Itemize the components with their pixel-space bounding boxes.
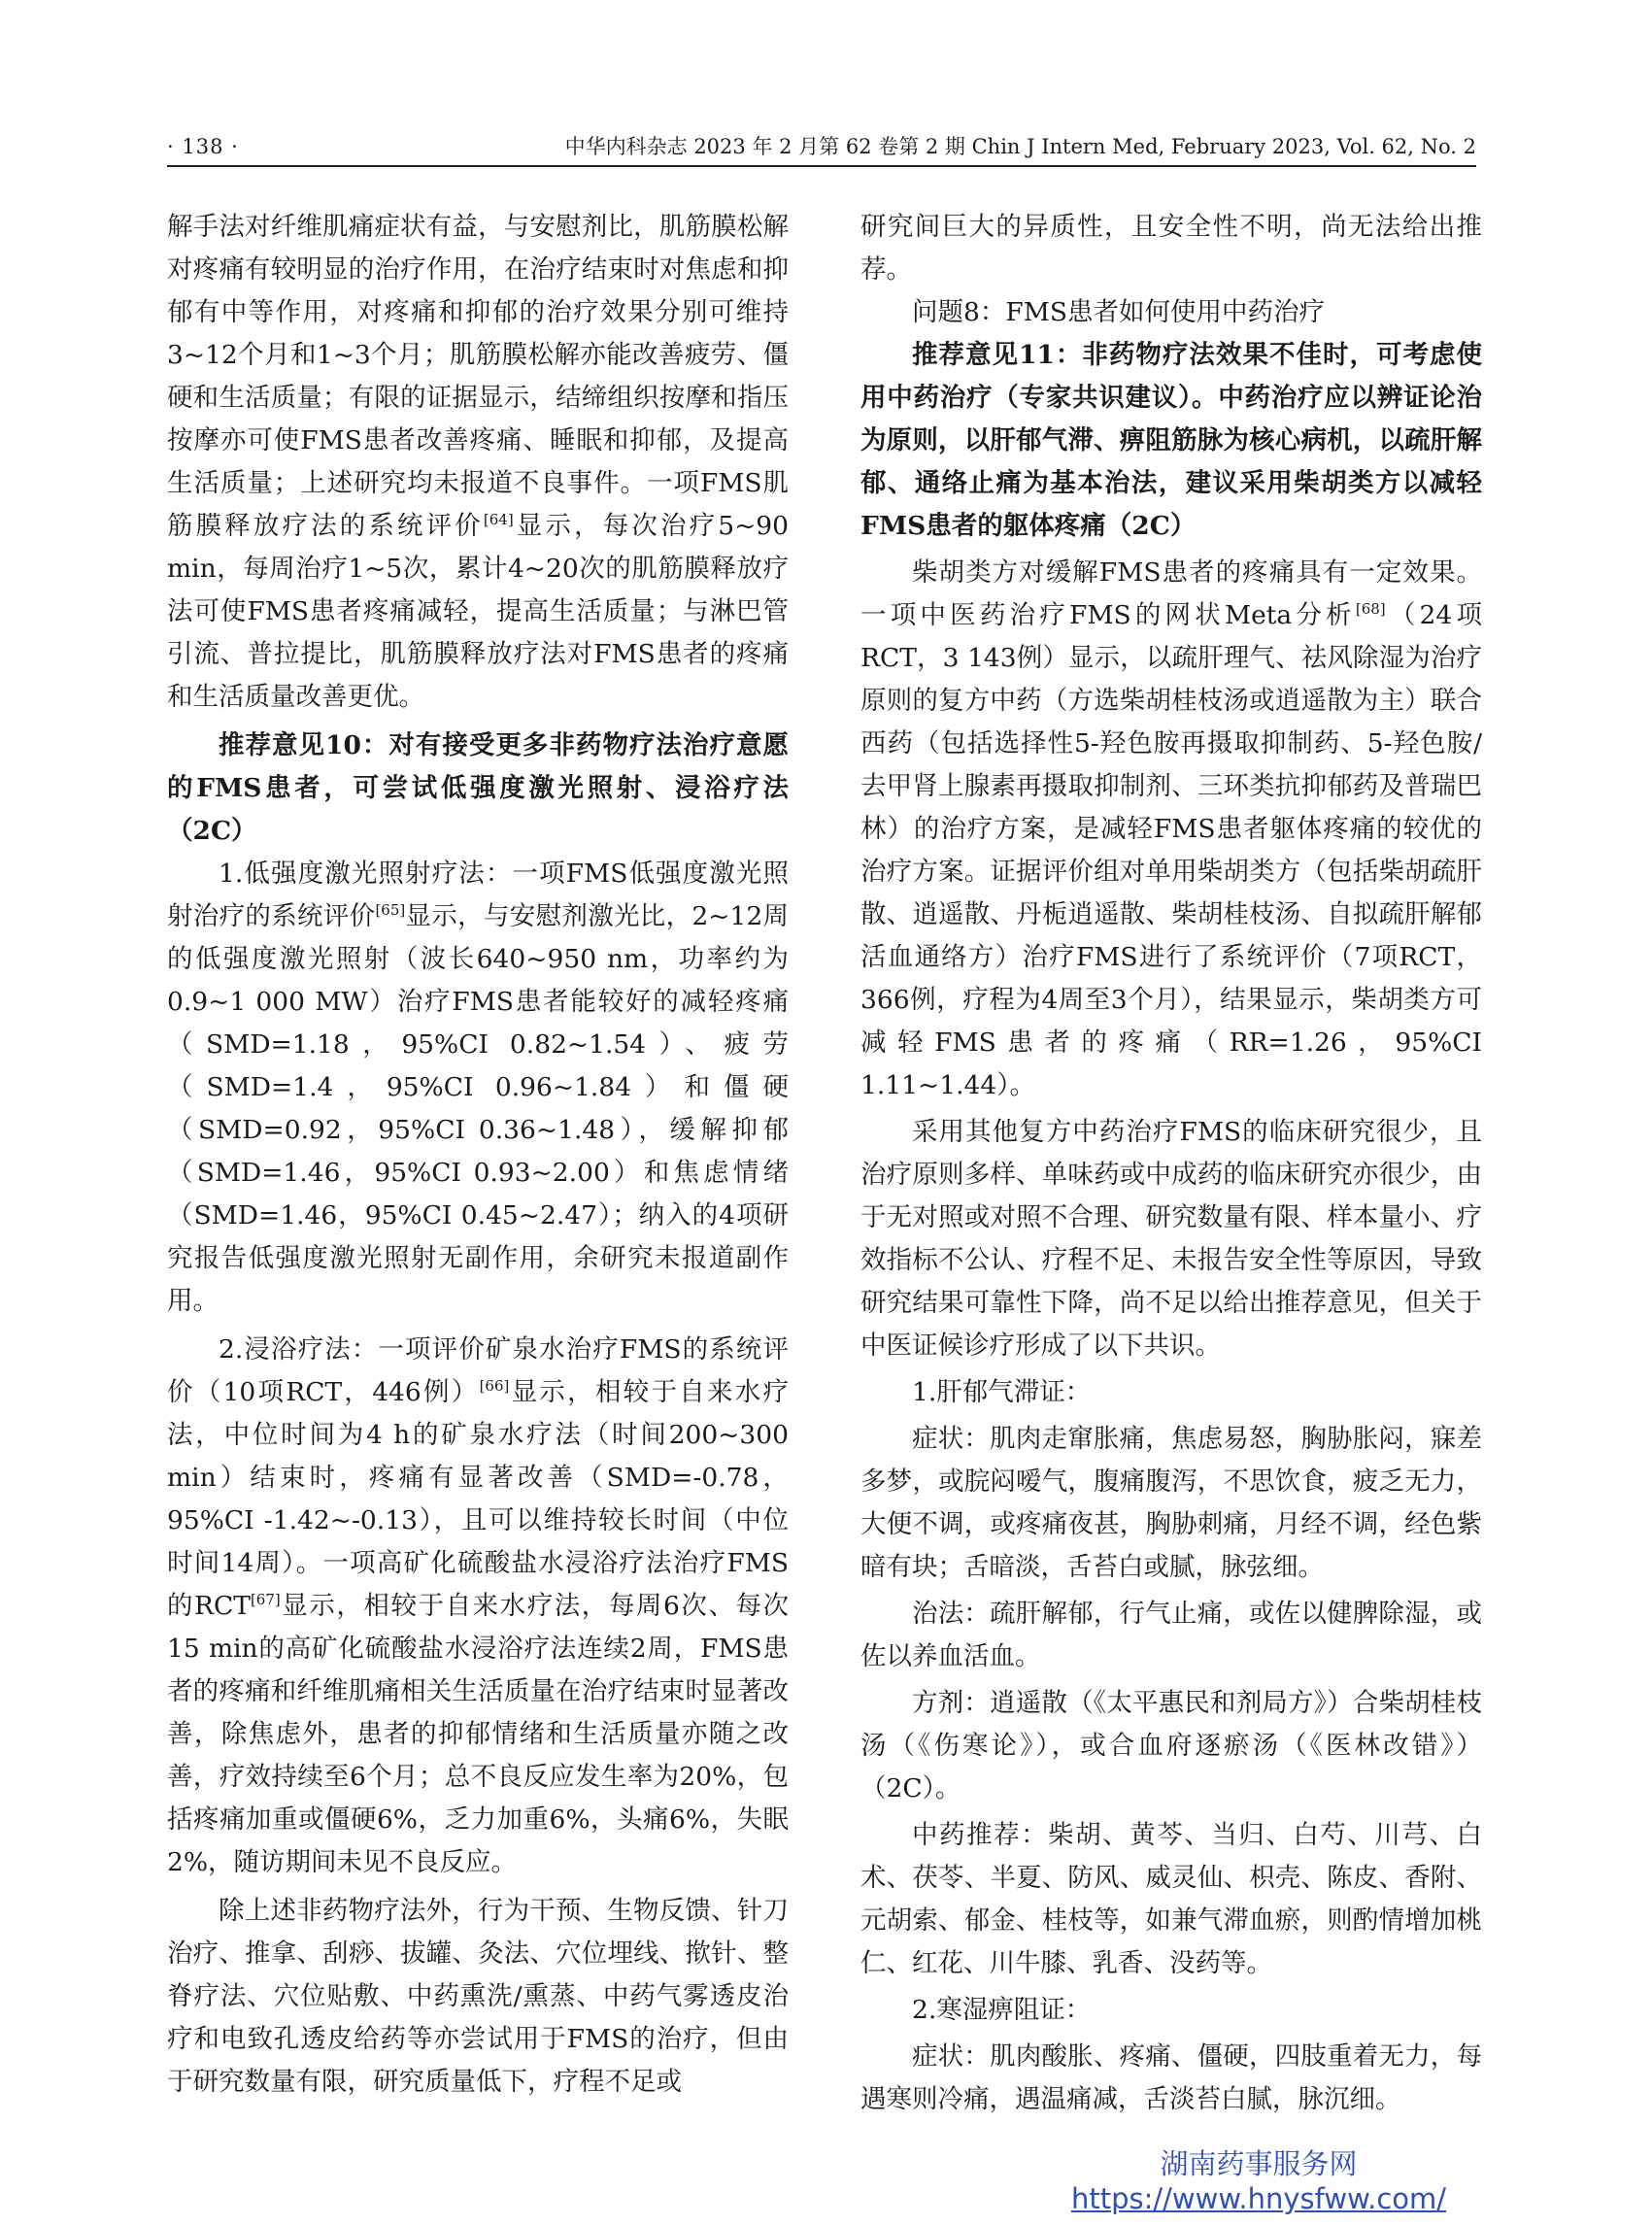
paragraph: 采用其他复方中药治疗FMS的临床研究很少，且治疗原则多样、单味药或中成药的临床研究亦很少，由于无对照或对照不合理、研究数量有限、样本量小、疗效指标不公认、疗程不足、未报告安全性等原因，导致研究结果可靠性下降，尚不足以给出推荐意见，但关于中医证候诊疗形成了以下共识。 bbox=[860, 1117, 1482, 1361]
reference-mark: [68] bbox=[1355, 600, 1386, 619]
running-header bbox=[167, 132, 1476, 167]
syndrome-heading: 1.肝郁气滞证： bbox=[912, 1377, 1092, 1407]
question-8-heading: 问题8：FMS患者如何使用中药治疗 bbox=[912, 297, 1326, 327]
syndrome-heading: 2.寒湿痹阻证： bbox=[912, 1995, 1092, 2025]
paragraph: 研究间巨大的异质性，且安全性不明，尚无法给出推荐。 bbox=[860, 212, 1482, 285]
recommendation-11: 推荐意见11：非药物疗法效果不佳时，可考虑使用中药治疗（专家共识建议）。中药治疗应以辨证论治为原则，以肝郁气滞、痹阻筋脉为核心病机，以疏肝解郁、通络止痛为基本治法，建议采用柴胡类方以减轻FMS患者的躯体疼痛（2C） bbox=[860, 340, 1482, 541]
paragraph: 除上述非药物疗法外，行为干预、生物反馈、针刀治疗、推拿、刮痧、拔罐、灸法、穴位埋线、揿针、整脊疗法、穴位贴敷、中药熏洗/熏蒸、中药气雾透皮治疗和电致孔透皮给药等亦尝试用于FMS的治疗，但由于研究数量有限，研究质量低下，疗程不足或 bbox=[167, 1896, 789, 2097]
left-column bbox=[167, 206, 789, 2104]
page-number: · 138 · bbox=[167, 135, 239, 158]
reference-mark: [64] bbox=[483, 511, 514, 529]
paragraph: 中药推荐：柴胡、黄芩、当归、白芍、川芎、白术、茯苓、半夏、防风、威灵仙、枳壳、陈皮、香附、元胡索、郁金、桂枝等，如兼气滞血瘀，则酌情增加桃仁、红花、川牛膝、乳香、没药等。 bbox=[860, 1820, 1482, 1978]
paragraph: 解手法对纤维肌痛症状有益，与安慰剂比，肌筋膜松解对疼痛有较明显的治疗作用，在治疗结束时对焦虑和抑郁有中等作用，对疼痛和抑郁的治疗效果分别可维持3~12个月和1~3个月；肌筋膜松解亦能改善疲劳、僵硬和生活质量；有限的证据显示，结缔组织按摩和指压按摩亦可使FMS患者改善疼痛、睡眠和抑郁，及提高生活质量；上述研究均未报道不良事件。一项FMS肌筋膜释放疗法的系统评价[64]显示，每次治疗5~90 min，每周治疗1~5次，累计4~20次的肌筋膜释放疗法可使FMS患者疼痛减轻，提高生活质量；与淋巴管引流、普拉提比，肌筋膜释放疗法对FMS患者的疼痛和生活质量改善更优。 bbox=[167, 212, 790, 712]
paragraph: 方剂：逍遥散（《太平惠民和剂局方》）合柴胡桂枝汤（《伤寒论》），或合血府逐瘀汤（《医林改错》）（2C）。 bbox=[860, 1688, 1482, 1804]
watermark bbox=[1055, 2146, 1463, 2216]
right-column bbox=[860, 206, 1482, 2121]
journal-citation: 中华内科杂志 2023 年 2 月第 62 卷第 2 期 Chin J Intern Med, February 2023, Vol. 62, No. 2 bbox=[564, 135, 1476, 158]
paragraph: 症状：肌肉走窜胀痛，焦虑易怒，胸胁胀闷，寐差多梦，或脘闷嗳气，腹痛腹泻，不思饮食，疲乏无力，大便不调，或疼痛夜甚，胸胁刺痛，月经不调，经色紫暗有块；舌暗淡，舌苔白或腻，脉弦细。 bbox=[860, 1424, 1482, 1582]
reference-mark: [65] bbox=[375, 901, 406, 920]
watermark-site-name: 湖南药事服务网 bbox=[1160, 2147, 1358, 2180]
reference-mark: [67] bbox=[250, 1591, 281, 1609]
paragraph: 症状：肌肉酸胀、疼痛、僵硬，四肢重着无力，每遇寒则冷痛，遇温痛减，舌淡苔白腻，脉沉细。 bbox=[860, 2041, 1482, 2114]
reference-mark: [66] bbox=[479, 1377, 510, 1396]
recommendation-10: 推荐意见10：对有接受更多非药物疗法治疗意愿的FMS患者，可尝试低强度激光照射、浸浴疗法（2C） bbox=[167, 730, 789, 846]
paragraph: 柴胡类方对缓解FMS患者的疼痛具有一定效果。一项中医药治疗FMS的网状Meta分析[68]（24项RCT，3 143例）显示，以疏肝理气、祛风除湿为治疗原则的复方中药（方选柴胡桂枝汤或逍遥散为主）联合西药（包括选择性5-羟色胺再摄取抑制药、5-羟色胺/去甲肾上腺素再摄取抑制剂、三环类抗抑郁药及普瑞巴林）的治疗方案，是减轻FMS患者躯体疼痛的较优的治疗方案。证据评价组对单用柴胡类方（包括柴胡疏肝散、逍遥散、丹栀逍遥散、柴胡桂枝汤、自拟疏肝解郁活血通络方）治疗FMS进行了系统评价（7项RCT，366例，疗程为4周至3个月），结果显示，柴胡类方可减轻FMS患者的疼痛（RR=1.26，95%CI 1.11~1.44）。 bbox=[860, 557, 1482, 1100]
paragraph: 1.低强度激光照射疗法：一项FMS低强度激光照射治疗的系统评价[65]显示，与安慰剂激光比，2~12周的低强度激光照射（波长640~950 nm，功率约为0.9~1 000 MW）治疗FMS患者能较好的减轻疼痛（SMD=1.18，95%CI 0.82~1.54）、疲劳（SMD=1.4，95%CI 0.96~1.84）和僵硬（SMD=0.92，95%CI 0.36~1.48），缓解抑郁（SMD=1.46，95%CI 0.93~2.00）和焦虑情绪（SMD=1.46，95%CI 0.45~2.47）；纳入的4项研究报告低强度激光照射无副作用，余研究未报道副作用。 bbox=[167, 859, 790, 1316]
paragraph: 2.浸浴疗法：一项评价矿泉水治疗FMS的系统评价（10项RCT，446例）[66]显示，相较于自来水疗法，中位时间为4 h的矿泉水疗法（时间200~300 min）结束时，疼痛有显著改善（SMD=-0.78，95%CI -1.42~-0.13），且可以维持较长时间（中位时间14周）。一项高矿化硫酸盐水浸浴疗法治疗FMS的RCT[67]显示，相较于自来水疗法，每周6次、每次15 min的高矿化硫酸盐水浸浴疗法连续2周，FMS患者的疼痛和纤维肌痛相关生活质量在治疗结束时显著改善，除焦虑外，患者的抑郁情绪和生活质量亦随之改善，疗效持续至6个月；总不良反应发生率为20%，包括疼痛加重或僵硬6%，乏力加重6%，头痛6%，失眠2%，随访期间未见不良反应。 bbox=[167, 1334, 789, 1877]
paragraph: 治法：疏肝解郁，行气止痛，或佐以健脾除湿，或佐以养血活血。 bbox=[860, 1599, 1482, 1671]
watermark-url-link[interactable]: https://www.hnysfww.com/ bbox=[1070, 2182, 1447, 2215]
